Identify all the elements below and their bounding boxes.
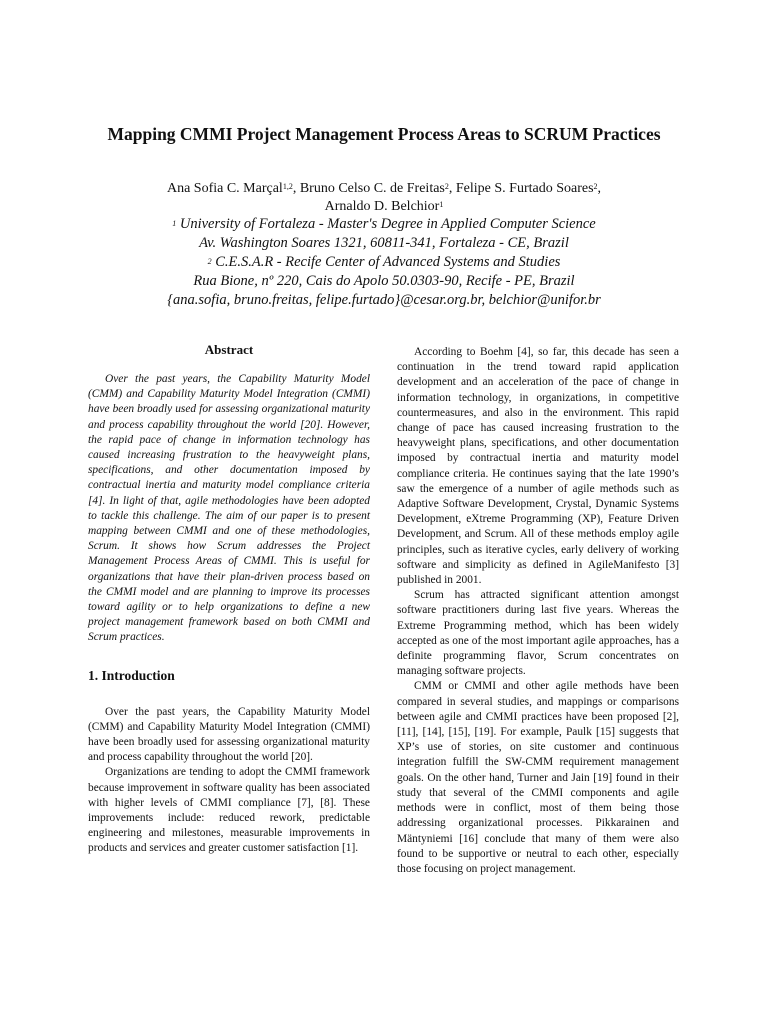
author-affil-mark: 2: [593, 182, 598, 191]
affiliation-text: University of Fortaleza - Master's Degree in Applied Computer Science: [179, 216, 596, 232]
introduction-paragraph: Organizations are tending to adopt the CMMI framework because improvement in software quality has been associated with higher levels of CMMI compliance [7], [8]. These improvements include: reduced rework, predictable engineering and milestones, measurable improvements in products and services and greater customer satisfaction [1].: [88, 766, 370, 855]
author-name: Bruno Celso C. de Freitas: [299, 181, 445, 196]
affiliation-text: {ana.sofia, bruno.freitas, felipe.furtado}@cesar.org.br, belchior@unifor.br: [167, 292, 601, 308]
affiliation-text: Rua Bione, nº 220, Cais do Apolo 50.0303-90, Recife - PE, Brazil: [193, 273, 575, 289]
author-list: [150, 180, 618, 216]
author-affil-mark: 1,2: [282, 182, 293, 191]
author-separator: ,: [448, 181, 456, 196]
introduction-heading: 1. Introduction: [88, 667, 175, 683]
affiliation-text: C.E.S.A.R - Recife Center of Advanced Systems and Studies: [215, 254, 561, 270]
affiliation-mark: 2: [207, 257, 212, 266]
affiliation-mark: 1: [172, 219, 177, 228]
left-column: [88, 342, 370, 857]
affiliation-block: [100, 215, 668, 310]
body-paragraph: Scrum has attracted significant attention amongst software practitioners during last five years. Whereas the Extreme Programming method, which has been widely accepted as one of the most important agile approaches, has a definite programming flavor, Scrum concentrates on managing software projects.: [397, 589, 679, 678]
body-paragraph: CMM or CMMI and other agile methods have been compared in several studies, and mappings or comparisons between agile and CMMI practices have been proposed [2], [11], [14], [15], [19]. For example, Paulk [15] suggests that XP’s use of stories, on site customer and continuous integration fulfill the SW-CMM requirement management goals. On the other hand, Turner and Jain [19] found in their study that several of the CMMI components and agile methods were in conflict, most of them being those addressing organizational processes. Pikkarainen and Mäntyniemi [16] conclude that many of them were also found to be supportive or neutral to each other, especially those focusing on project management.: [397, 680, 679, 875]
paper-title: Mapping CMMI Project Management Process Areas to SCRUM Practices: [107, 124, 661, 144]
author-separator: ,: [597, 181, 602, 196]
affiliation-line: [100, 215, 668, 234]
body-paragraph: According to Boehm [4], so far, this decade has seen a continuation in the trend toward rapid application development and an acceleration of the pace of change in information technology, in organizations, in competitive countermeasures, and also in the environment. This rapid change of pace has caused increasing frustration to the heavyweight plans, specifications, and other documentation imposed by contractual inertia and maturity model compliance criteria. He continues saying that the late 1990’s saw the emergence of a number of agile methods such as Adaptive Software Development, Crystal, Dynamic Systems Development, eXtreme Programming (XP), Feature Driven Development, and Scrum. All of these methods employ agile principles, such as iterative cycles, early delivery of working software and simplicity as defined in AgileManifesto [3] published in 2001.: [397, 346, 679, 587]
affiliation-emails: [100, 291, 668, 310]
author-affil-mark: 1: [439, 200, 444, 209]
author-affil-mark: 2: [444, 182, 449, 191]
author-1: [167, 181, 300, 196]
abstract-text: Over the past years, the Capability Maturity Model (CMM) and Capability Maturity Model Integration (CMMI) have been broadly used for assessing organizational maturity and process capability throughout the world [20]. However, the rapid pace of change in information technology has caused increasing frustration to the heavyweight plans, specifications, and other documentation imposed by contractual inertia and maturity model compliance criteria [4]. In light of that, agile methodologies have been adopted to tackle this challenge. The aim of our paper is to present mapping between CMMI and one of these methodologies, Scrum. It shows how Scrum addresses the Project Management Process Areas of CMMI. This is useful for organizations that have their plan-driven process based on the CMMI model and are planning to improve its processes toward agility or to help organizations to define a new project management framework based on both CMMI and Scrum practices.: [88, 373, 370, 644]
author-4: [325, 199, 444, 214]
author-2: [300, 181, 456, 196]
author-name: Arnaldo D. Belchior: [324, 199, 440, 214]
right-column: [397, 345, 679, 877]
affiliation-line: [100, 272, 668, 291]
affiliation-text: Av. Washington Soares 1321, 60811-341, Fortaleza - CE, Brazil: [199, 235, 569, 251]
author-separator: ,: [292, 181, 300, 196]
affiliation-line: [100, 234, 668, 253]
introduction-paragraph: Over the past years, the Capability Maturity Model (CMM) and Capability Maturity Model Integration (CMMI) have been broadly used for assessing organizational maturity and process capability throughout the world [20].: [88, 705, 370, 764]
author-name: Ana Sofia C. Marçal: [166, 181, 283, 196]
affiliation-line: [100, 253, 668, 272]
abstract-heading: Abstract: [204, 342, 254, 357]
author-3: [456, 181, 601, 196]
author-name: Felipe S. Furtado Soares: [455, 181, 594, 196]
